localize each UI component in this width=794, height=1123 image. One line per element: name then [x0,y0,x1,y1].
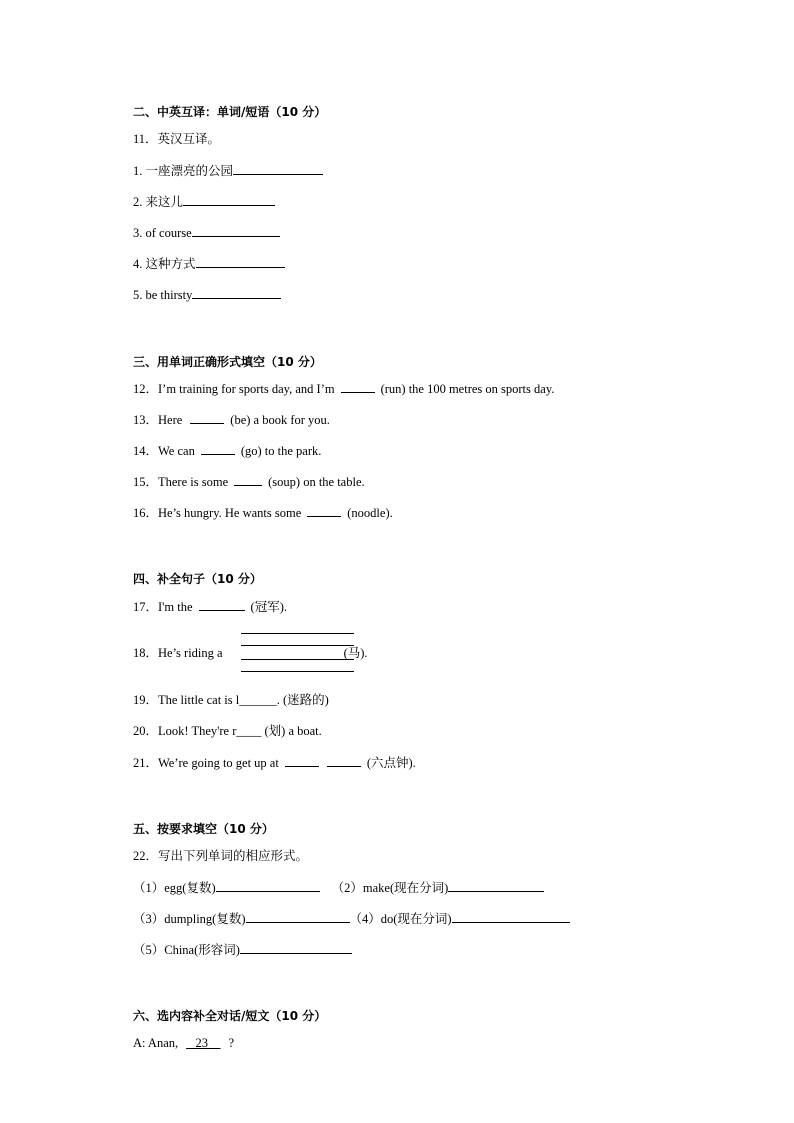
answer-blank[interactable] [183,193,275,206]
question-19: 19．The little cat is l______. (迷路的) [133,693,329,707]
q16-text-b: (noodle). [347,506,393,520]
answer-blank[interactable] [192,286,281,299]
answer-blank[interactable] [216,879,320,892]
question-13 [133,411,330,428]
item-1-text: 1. 一座漂亮的公园 [133,164,234,178]
section-heading-6: 六、选内容补全对话/短文（10 分） [133,1009,327,1023]
item-5 [133,286,281,303]
q22-row-2 [133,910,570,927]
q14-text-a: 14．We can [133,444,195,458]
question-15 [133,473,365,490]
answer-blank[interactable] [341,380,375,393]
question-17 [133,598,287,615]
question-12 [133,380,554,397]
answer-blank[interactable] [448,879,544,892]
q13-text-a: 13．Here [133,413,183,427]
q12-text-b: (run) the 100 metres on sports day. [380,382,555,396]
item-3 [133,224,280,241]
answer-blank[interactable] [192,224,280,237]
q15-text-a: 15．There is some [133,475,229,489]
answer-blank[interactable] [233,162,323,175]
answer-line[interactable] [241,671,354,672]
q22-item-1: （1）egg(复数) [133,881,216,895]
q22-row-1 [133,879,544,896]
question-mark: ? [228,1036,235,1050]
q17-text-a: 17．I'm the [133,600,193,614]
answer-blank[interactable] [201,442,235,455]
q22-item-5: （5）China(形容词) [133,943,240,957]
question-16 [133,504,393,521]
q17-text-b: (冠军). [250,600,287,614]
answer-blank[interactable] [327,754,361,767]
q21-text-a: 21．We’re going to get up at [133,756,279,770]
answer-blank[interactable] [234,473,262,486]
question-20: 20．Look! They're r____ (划) a boat. [133,724,322,738]
q16-text-a: 16．He’s hungry. He wants some [133,506,302,520]
question-14 [133,442,321,459]
dialogue-line-a [133,1035,234,1051]
answer-blank[interactable] [307,504,341,517]
question-18 [133,645,368,661]
answer-line[interactable] [241,633,354,634]
q13-text-b: (be) a book for you. [230,413,330,427]
question-21 [133,754,416,771]
section-heading-3: 三、用单词正确形式填空（10 分） [133,355,322,369]
item-2-text: 2. 来这儿 [133,195,184,209]
answer-blank[interactable] [196,255,285,268]
q14-text-b: (go) to the park. [240,444,322,458]
item-5-text: 5. be thirsty [133,288,193,302]
blank-23[interactable] [186,1036,220,1050]
q21-text-b: (六点钟). [366,756,416,770]
q22-item-2: （2）make(现在分词) [331,881,449,895]
item-4 [133,255,285,272]
answer-blank[interactable] [199,598,245,611]
q15-text-b: (soup) on the table. [268,475,365,489]
question-11: 11．英汉互译。 [133,132,221,146]
q18-text-b: (马). [343,646,368,660]
answer-blank[interactable] [240,941,352,954]
q22-item-4: （4）do(现在分词) [349,912,452,926]
q12-text-a: 12．I’m training for sports day, and I’m [133,382,335,396]
q22-row-3 [133,941,352,958]
answer-blank[interactable] [190,411,224,424]
item-4-text: 4. 这种方式 [133,257,196,271]
item-1 [133,162,323,179]
item-2 [133,193,275,210]
item-3-text: 3. of course [133,226,192,240]
section-heading-4: 四、补全句子（10 分） [133,572,262,586]
answer-blank[interactable] [246,910,350,923]
question-22: 22．写出下列单词的相应形式。 [133,849,309,863]
q22-item-3: （3）dumpling(复数) [133,912,246,926]
q18-text-a: 18．He’s riding a [133,646,223,660]
section-heading-2: 二、中英互译：单词/短语（10 分） [133,105,327,119]
answer-blank[interactable] [285,754,319,767]
answer-blank[interactable] [452,910,570,923]
section-heading-5: 五、按要求填空（10 分） [133,822,274,836]
speaker-a: A: Anan, [133,1036,179,1050]
blank-23-number: 23 [195,1036,209,1050]
